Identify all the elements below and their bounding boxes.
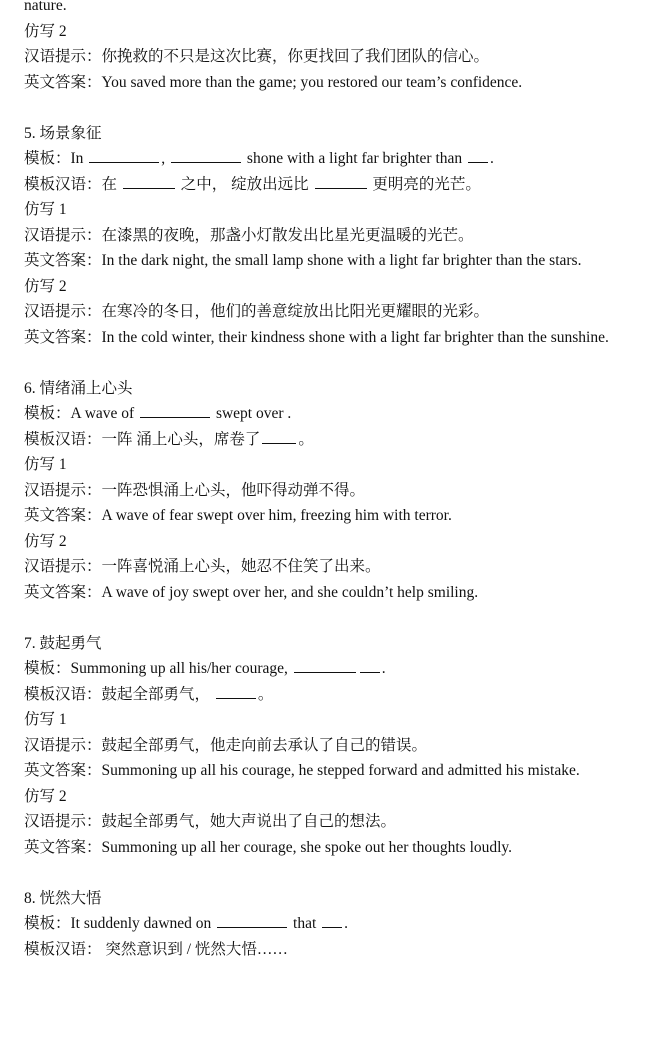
- english-answer: 英文答案：In the cold winter, their kindness shone with a light far brighter than the sunshine.: [24, 328, 609, 346]
- text-line: nature.: [24, 0, 67, 14]
- chinese-prompt: 汉语提示：一阵喜悦涌上心头，她忍不住笑了出来。: [24, 558, 381, 575]
- english-answer: 英文答案：Summoning up all her courage, she spoke out her thoughts loudly.: [24, 838, 513, 856]
- template-chinese-line: [24, 427, 647, 453]
- template-chinese-line: 模板汉语： 突然意识到 / 恍然大悟……: [24, 940, 288, 958]
- fill-blank: [294, 657, 356, 673]
- chinese-prompt: 汉语提示：你挽救的不只是这次比赛，你更找回了我们团队的信心。: [24, 48, 490, 65]
- template-text: 模板汉语：一阵 涌上心头，席卷了: [24, 430, 261, 448]
- template-chinese-line: [24, 172, 647, 198]
- template-text: swept over .: [212, 405, 292, 422]
- fill-blank: [217, 912, 287, 928]
- template-text: 之中， 绽放出远比: [176, 175, 313, 193]
- imitation-label: 仿写 1: [24, 711, 67, 728]
- english-answer: 英文答案：Summoning up all his courage, he stepped forward and admitted his mistake.: [24, 762, 580, 779]
- template-text: .: [381, 660, 386, 677]
- spacer: [24, 350, 647, 376]
- spacer: [24, 860, 647, 886]
- fill-blank: [360, 657, 380, 673]
- template-text: 模板：It suddenly dawned on: [24, 915, 216, 932]
- template-text: 。: [298, 430, 314, 448]
- section-title: 5. 场景象征: [24, 124, 102, 142]
- section-title: 7. 鼓起勇气: [24, 634, 102, 652]
- section-title: 8. 恍然大悟: [24, 889, 102, 907]
- english-answer: 英文答案：A wave of joy swept over her, and she couldn’t help smiling.: [24, 583, 479, 601]
- template-line: [24, 401, 647, 427]
- template-text: 模板：In: [24, 150, 88, 167]
- fill-blank: [262, 428, 296, 444]
- template-text: 更明亮的光芒。: [368, 175, 481, 193]
- template-text: ,: [161, 150, 170, 167]
- template-text: 模板：A wave of: [24, 405, 139, 422]
- template-text: .: [344, 915, 349, 932]
- template-line: [24, 146, 647, 172]
- imitation-label: 仿写 1: [24, 456, 67, 473]
- template-text: 。: [257, 685, 274, 703]
- fill-blank: [322, 912, 342, 928]
- imitation-label: 仿写 2: [24, 532, 67, 550]
- fill-blank: [216, 683, 256, 699]
- template-chinese-line: [24, 682, 647, 708]
- chinese-prompt: 汉语提示：鼓起全部勇气，她大声说出了自己的想法。: [24, 813, 397, 830]
- imitation-label: 仿写 2: [24, 277, 67, 295]
- imitation-label: 仿写 2: [24, 22, 67, 40]
- imitation-label: 仿写 1: [24, 201, 67, 218]
- english-answer: 英文答案：A wave of fear swept over him, freezing him with terror.: [24, 507, 452, 524]
- fill-blank: [89, 147, 159, 163]
- template-text: shone with a light far brighter than: [243, 150, 467, 167]
- imitation-label: 仿写 2: [24, 787, 67, 805]
- section-title: 6. 情绪涌上心头: [24, 379, 133, 397]
- english-answer: 英文答案：You saved more than the game; you restored our team’s confidence.: [24, 73, 523, 91]
- chinese-prompt: 汉语提示：在漆黑的夜晚，那盏小灯散发出比星光更温暖的光芒。: [24, 226, 474, 244]
- template-line: [24, 911, 647, 937]
- fill-blank: [468, 147, 488, 163]
- english-answer: 英文答案：In the dark night, the small lamp shone with a light far brighter than the stars.: [24, 252, 582, 269]
- template-line: [24, 656, 647, 682]
- chinese-prompt: 汉语提示：一阵恐惧涌上心头，他吓得动弹不得。: [24, 481, 366, 499]
- template-text: 模板：Summoning up all his/her courage,: [24, 660, 292, 677]
- template-text: .: [490, 150, 494, 167]
- fill-blank: [123, 173, 175, 189]
- template-text: that: [289, 915, 321, 932]
- chinese-prompt: 汉语提示：鼓起全部勇气，他走向前去承认了自己的错误。: [24, 736, 428, 754]
- chinese-prompt: 汉语提示：在寒冷的冬日，他们的善意绽放出比阳光更耀眼的光彩。: [24, 303, 490, 320]
- fill-blank: [315, 173, 367, 189]
- spacer: [24, 95, 647, 121]
- fill-blank: [171, 147, 241, 163]
- spacer: [24, 605, 647, 631]
- fill-blank: [140, 402, 210, 418]
- template-text: 模板汉语：在: [24, 175, 121, 193]
- template-text: 模板汉语：鼓起全部勇气，: [24, 685, 214, 703]
